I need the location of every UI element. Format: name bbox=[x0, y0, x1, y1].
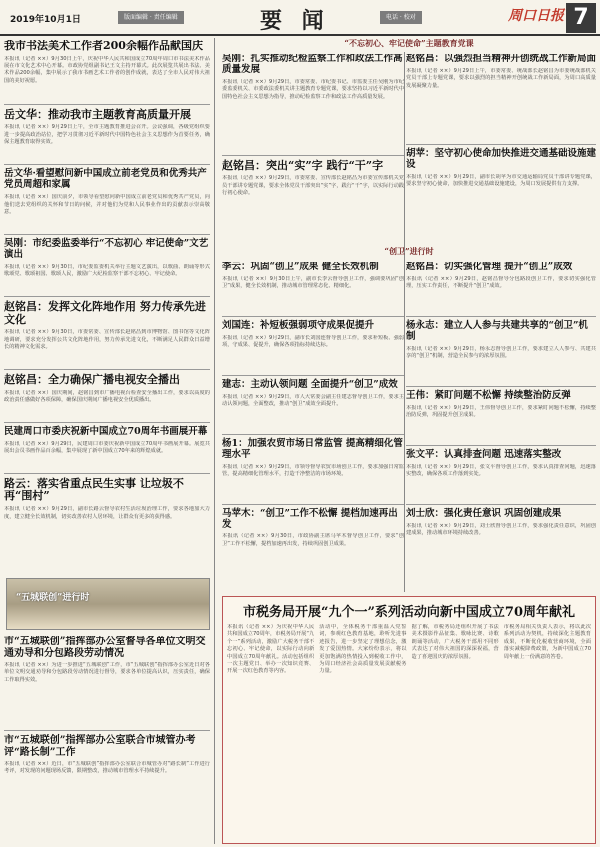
newspaper-logo: 周口日报 bbox=[508, 8, 564, 24]
tax-bureau-feature bbox=[222, 596, 596, 844]
article-body: 本报讯（记者 ××）9月29日，王伟督导创卫工作，要求紧盯问题不松懈，持续整治防反弹，巩固提升创卫成果。 bbox=[406, 404, 596, 419]
article-headline: 胡苹：坚守初心使命加快推进交通基础设施建设 bbox=[406, 147, 596, 170]
article-headline: 张文平：认真排查问题 迅速落实整改 bbox=[406, 448, 562, 460]
article bbox=[4, 478, 210, 534]
article bbox=[4, 374, 210, 418]
article-body: 本报讯（记者 ××）9月30日，市政协副主席马苹木督导创卫工作，要求“创卫”工作不松懈，提档加速再出发，持续巩固创卫成果。 bbox=[222, 533, 404, 547]
left-column bbox=[4, 40, 210, 576]
page-header bbox=[0, 0, 600, 36]
contact-tag: 电话 · 校对 bbox=[380, 11, 422, 24]
article-body: 本报讯（记者 ××）9月29日，市领导督导农贸市场创卫工作，要求加强日常监管，提高精细化管理水平，打造干净整洁的市场环境。 bbox=[222, 463, 404, 478]
article-headline: 市“五城联创”指挥部办公室督导各单位文明交通劝导和分包路段劳动情况 bbox=[4, 636, 206, 659]
article-body: 本报讯（记者 ××）9月29日，副市长路云督导农村生活垃圾治理工作，要求各地加大力度，建立健全长效机制，切实改善农村人居环境，让群众有更多的获得感。 bbox=[4, 506, 210, 520]
article bbox=[222, 509, 404, 570]
article-headline: 赵铭昌：以强烈担当精神开创统战工作新局面 bbox=[406, 54, 596, 64]
feature-columns bbox=[227, 624, 591, 840]
article-headline: 建志：主动认领问题 全面提升“创卫”成效 bbox=[222, 378, 398, 390]
right-column-bottom bbox=[406, 262, 596, 592]
article-headline: 赵铭昌：突出“实”字 践行“干”字 bbox=[222, 158, 384, 172]
feature-column-4: 市税务局相关负责人表示，将以此次系列活动为契机，持续深化主题教育成果，不断优化税收营商环境，全面落实减税降费政策，为新中国成立70周年献上一份满意的答卷。 bbox=[503, 624, 591, 660]
article bbox=[406, 149, 596, 234]
article-headline: 吴刚：市纪委监委举行“不忘初心 牢记使命”文艺演出 bbox=[4, 238, 209, 261]
article-body: 本报讯（记者 ××）9月29日，民建周口市委庆祝新中国成立70周年书画展开幕。展览共展出会员书画作品百余幅，集中展现了新中国成立70年来的辉煌成就。 bbox=[4, 440, 210, 455]
article-body: 本报讯（记者 ××）为进一步推进“五城联创”工作，市“五城联创”指挥部办公室近日对各单位文明交通劝导和分包路段劳动情况进行督导，要求各单位提高认识，压实责任，确保工作取得实效。 bbox=[4, 662, 210, 683]
article-body: 本报讯（记者 ××）9月29日上午，全市主题教育推进会召开。会议强调，各级党组织要进一步提高政治站位，把学习贯彻习近平新时代中国特色社会主义思想作为首要任务，确保主题教育取得实效。 bbox=[4, 124, 210, 146]
article bbox=[406, 391, 596, 441]
article bbox=[222, 380, 404, 430]
article-body: 本报讯（记者 ××）9月29日，张文平督导创卫工作，要求认真排查问题，迅速落实整改，确保各项工作落到实处。 bbox=[406, 463, 596, 478]
article bbox=[406, 262, 596, 312]
middle-column-bottom bbox=[222, 262, 404, 592]
column-divider bbox=[404, 52, 405, 592]
middle-column-top bbox=[222, 54, 404, 242]
article bbox=[4, 735, 210, 817]
article-headline: 岳文华·看望慰问新中国成立前老党员和优秀共产党员周超和家属 bbox=[4, 168, 207, 191]
article bbox=[4, 40, 210, 100]
article-body: 本报讯（记者 ××）9月29日，杨永志督导创卫工作，要求建立人人参与、共建共享的“创卫”机制，营造全民参与的浓厚氛围。 bbox=[406, 345, 596, 360]
article-headline: 刘国连：补短板强弱项守成果促提升 bbox=[222, 319, 375, 331]
article-body: 本报讯（记者 ××）9月30日上午，副市长李云督导创卫工作，强调要巩固“创卫”成果，健全长效机制，推动城市管理常态化、精细化。 bbox=[222, 275, 404, 290]
article bbox=[406, 54, 596, 140]
article-headline: 路云：落实省重点民生实事 让垃圾不再“围村” bbox=[4, 476, 184, 503]
article bbox=[222, 262, 404, 312]
article-headline: 我市书法美术工作者200余幅作品献国庆 bbox=[4, 40, 203, 52]
article bbox=[222, 160, 404, 236]
article-body: 本报讯（记者 ××）9月29日，副市长刘国连督导创卫工作，要求补短板、强弱项，守成果、促提升，确保各项指标持续达标。 bbox=[222, 334, 404, 349]
article-body: 本报讯（记者 ××）9月30日上午，庆祝中华人民共和国成立70周年周口市书法美术作品展在市文化艺术中心开幕。市政协党组副书记王文主持开幕式。此次展览共展出书法、美术作品200余幅，集中展示了我市书画艺术工作者的创作成就，表达了全市人民对伟大祖国的美好祝愿。 bbox=[4, 55, 210, 84]
article bbox=[4, 169, 210, 230]
article-headline: 马苹木：“创卫”工作不松懈 提档加速再出发 bbox=[222, 507, 398, 530]
feature-headline: 市税务局开展“九个一”系列活动向新中国成立70周年献礼 bbox=[242, 605, 576, 620]
article-body: 本报讯（记者 ××）9月29日上午，市委常委、统战部长赵铭昌为市委统战部机关党员干部上专题党课，要求以强烈的担当精神开创统战工作新局面，为周口高质量发展凝聚力量。 bbox=[406, 67, 596, 89]
article-body: 本报讯（记者 ××）国庆期间，赵铭昌到市广播电视台检查安全播出工作，要求以高度的政治责任感做好各项保障，确保国庆期间广播电视安全优质播出。 bbox=[4, 389, 210, 404]
article-body: 本报讯（记者 ××）9月30日，市纪委监委机关举行主题文艺演出，以歌曲、朗诵等形式歌颂党、歌颂祖国、歌颂人民，激励广大纪检监察干部不忘初心、牢记使命。 bbox=[4, 263, 210, 278]
news-photo bbox=[6, 578, 210, 630]
article-body: 本报讯（记者 ××）9月29日，市委常委、宣传部长赵铭昌为市委宣传部机关党员干部讲专题党课，要求全体党员干部突出“实”字，践行“干”字，以实际行动践行初心使命。 bbox=[222, 175, 404, 197]
feature-column-3: 据了解，市税务局还组织开展了书法美术摄影作品征集、歌咏比赛、诗歌朗诵等活动，广大税务干部用不同形式表达了对伟大祖国的深深祝福，营造了喜迎国庆的浓厚氛围。 bbox=[411, 624, 499, 660]
article bbox=[222, 321, 404, 371]
left-bottom-column bbox=[4, 636, 210, 844]
article bbox=[4, 301, 210, 365]
article-body: 本报讯（记者 ××）近日，市“五城联创”指挥部办公室联合市城管办对“路长制”工作进行考评，对发现的问题现场反馈，限期整改，推动城市管理水平持续提升。 bbox=[4, 761, 210, 775]
article bbox=[406, 450, 596, 500]
article-body: 本报讯（记者 ××）9月29日，赵铭昌督导分包路段创卫工作，要求切实强化管理，压实工作责任，不断提升“创卫”成效。 bbox=[406, 275, 596, 290]
article bbox=[4, 427, 210, 469]
issue-date: 2019年10月1日 bbox=[10, 15, 81, 25]
article bbox=[406, 321, 596, 382]
page-number: 7 bbox=[566, 3, 596, 33]
section-title: 要 闻 bbox=[260, 8, 330, 34]
article-headline: 杨永志：建立人人参与共建共享的“创卫”机制 bbox=[406, 319, 588, 342]
article-body: 本报讯（记者 ××）9月29日，副市长胡苹为市交通运输局党员干部讲专题党课，要求坚守初心使命，加快推进交通基础设施建设，为周口发展提供有力支撑。 bbox=[406, 173, 596, 188]
article-headline: 刘士欣：强化责任意识 巩固创建成果 bbox=[406, 507, 562, 519]
feature-column-2: 活动中，全体税务干部重温入党誓词，参观红色教育基地，聆听先进事迹报告，进一步坚定了理想信念，激发了爱国热情。大家纷纷表示，将以更加饱满的热情投入到税收工作中，为周口经济社会高质量发展贡献税务力量。 bbox=[319, 624, 407, 675]
editor-tag: 版面编辑 · 责任编辑 bbox=[118, 11, 184, 24]
article-body: 本报讯（记者 ××）国庆前夕，市领导看望慰问新中国成立前老党员和优秀共产党员，向他们送去党组织的关怀和节日的问候，并对他们为党和人民事业作出的贡献表示崇高敬意。 bbox=[4, 194, 210, 215]
article-headline: 赵铭昌：全力确保广播电视安全播出 bbox=[4, 373, 180, 387]
article-headline: 赵铭昌：切实强化管理 提升“创卫”成效 bbox=[406, 262, 573, 272]
article-headline: 民建周口市委庆祝新中国成立70周年书画展开幕 bbox=[4, 425, 208, 437]
right-column-top bbox=[406, 54, 596, 242]
article-body: 本报讯（记者 ××）9月30日，市委常委、宣传部长赵铭昌到市博物馆、图书馆等文化阵地调研，要求充分发挥公共文化阵地作用，努力传承先进文化，不断满足人民群众日益增长的精神文化需求。 bbox=[4, 329, 210, 351]
column-divider bbox=[214, 38, 215, 844]
photo-caption: “五城联创”进行时 bbox=[16, 593, 90, 603]
theme-section-banner: “不忘初心、牢记使命”主题教育党课 bbox=[344, 38, 474, 48]
article bbox=[222, 439, 404, 500]
article-body: 本报讯（记者 ××）9月29日，市人大常委会副主任建志督导创卫工作，要求主动认领问题，全面整改，推动“创卫”成效全面提升。 bbox=[222, 393, 404, 408]
article-body: 本报讯（记者 ××）9月29日，刘士欣督导创卫工作，要求强化责任意识，巩固创建成果，推动城市环境持续改善。 bbox=[406, 522, 596, 536]
article bbox=[4, 636, 210, 726]
article bbox=[222, 54, 404, 151]
article-headline: 王伟：紧盯问题不松懈 持续整治防反弹 bbox=[406, 389, 571, 401]
article bbox=[406, 509, 596, 559]
chuangwei-section-banner: “创卫”进行时 bbox=[384, 246, 434, 256]
article-body: 本报讯（记者 ××）9月29日，市委常委、市纪委书记、市监委主任吴刚为市纪委监委机关、市委政法委机关讲主题教育专题党课，要求坚持以习近平新时代中国特色社会主义思想为指导，推动纪检监察工作和政法工作高质量发展。 bbox=[222, 78, 404, 100]
article-headline: 岳文华：推动我市主题教育高质量开展 bbox=[4, 107, 191, 121]
article-headline: 吴刚：扎实推动纪检监察工作和政法工作高质量发展 bbox=[222, 54, 403, 75]
article-headline: 李云：巩固“创卫”成果 健全长效机制 bbox=[222, 262, 379, 272]
feature-column-1: 本报讯（记者 ××）为庆祝中华人民共和国成立70周年，市税务局开展“九个一”系列活动，激励广大税务干部不忘初心、牢记使命，以实际行动向新中国成立70周年献礼。活动包括组织一次主题党日、举办一次知识竞赛、开展一次红色教育等内容。 bbox=[227, 624, 315, 675]
article bbox=[4, 109, 210, 161]
article-headline: 赵铭昌：发挥文化阵地作用 努力传承先进文化 bbox=[4, 299, 206, 326]
article-headline: 杨1：加强农贸市场日常监管 提高精细化管理水平 bbox=[222, 437, 403, 460]
article bbox=[4, 239, 210, 292]
article-headline: 市“五城联创”指挥部办公室联合市城管办考评“路长制”工作 bbox=[4, 735, 196, 758]
